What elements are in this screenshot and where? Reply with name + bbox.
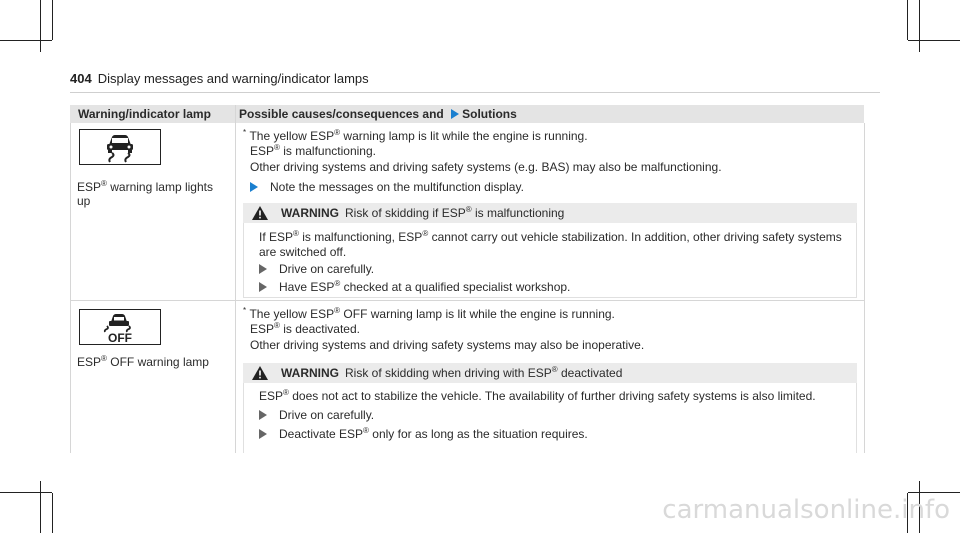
lamp-label-text: ESP bbox=[77, 180, 102, 194]
arrow-right-icon bbox=[259, 264, 267, 274]
warning-step-text: Deactivate ESP bbox=[279, 427, 364, 441]
crop-mark bbox=[40, 481, 41, 533]
crop-mark bbox=[919, 0, 920, 52]
cause-line bbox=[243, 129, 588, 144]
registered-mark: ® bbox=[283, 388, 289, 397]
lamp-label-text: ESP bbox=[77, 355, 102, 369]
crop-mark bbox=[52, 493, 53, 533]
lamp-label-esp-off bbox=[77, 355, 217, 369]
warning-risk: deactivated bbox=[557, 366, 623, 380]
warning-step bbox=[259, 280, 570, 295]
warning-triangle-icon bbox=[252, 206, 268, 220]
table-header bbox=[70, 105, 864, 123]
warning-header bbox=[243, 363, 857, 383]
cause-text: is deactivated. bbox=[279, 322, 360, 336]
lamp-label-text: up bbox=[77, 194, 91, 208]
warning-body-text: is malfunctioning, ESP bbox=[298, 230, 423, 244]
warning-title: WARNING bbox=[281, 366, 339, 380]
registered-mark: ® bbox=[334, 306, 341, 315]
registered-mark: ® bbox=[274, 143, 280, 152]
arrow-right-icon bbox=[259, 429, 267, 439]
lamp-label-text: OFF warning lamp bbox=[106, 355, 209, 369]
warning-title: WARNING bbox=[281, 206, 339, 220]
warning-header-text bbox=[281, 206, 564, 220]
warning-body-text: If ESP bbox=[259, 230, 294, 244]
lamp-icon-text: OFF bbox=[108, 331, 132, 343]
warning-body-line bbox=[259, 230, 842, 245]
registered-mark: ® bbox=[334, 279, 341, 288]
crop-mark bbox=[907, 0, 908, 40]
header-divider bbox=[70, 92, 880, 93]
warning-body-line: are switched off. bbox=[259, 245, 347, 259]
crop-mark bbox=[908, 492, 960, 493]
crop-mark bbox=[908, 40, 960, 41]
cause-text: warning lamp is lit while the engine is running. bbox=[340, 129, 588, 143]
esp-off-lamp-icon bbox=[79, 309, 161, 345]
crop-mark bbox=[40, 0, 41, 52]
warning-body-text: cannot carry out vehicle stabilization. In addition, other driving safety systems bbox=[428, 230, 842, 244]
warning-body-line bbox=[259, 389, 816, 404]
page-header bbox=[70, 71, 369, 86]
warning-risk: is malfunctioning bbox=[471, 206, 565, 220]
registered-mark: ® bbox=[422, 229, 429, 238]
warning-body-text: ESP bbox=[259, 389, 284, 403]
warning-step bbox=[259, 427, 588, 442]
warning-step-text: only for as long as the situation requires. bbox=[368, 427, 588, 441]
cause-text: The yellow ESP bbox=[249, 307, 335, 321]
warning-body-text: does not act to stabilize the vehicle. The availability of further driving safety systems is also limited. bbox=[288, 389, 816, 403]
cause-text: ESP bbox=[250, 322, 275, 336]
cause-line bbox=[243, 307, 615, 322]
registered-mark: ® bbox=[101, 179, 107, 188]
cause-line: Other driving systems and driving safety systems may also be inoperative. bbox=[250, 338, 645, 352]
watermark: carmanualsonline.info bbox=[662, 495, 950, 525]
arrow-right-icon bbox=[259, 282, 267, 292]
registered-mark: ® bbox=[551, 365, 558, 374]
cause-text: ESP bbox=[250, 144, 275, 158]
warning-step bbox=[259, 408, 374, 423]
page-number: 404 bbox=[70, 71, 92, 86]
solution-step bbox=[250, 180, 524, 195]
registered-mark: ® bbox=[363, 426, 369, 435]
asterisk-mark: * bbox=[243, 128, 247, 137]
column-divider bbox=[235, 105, 236, 453]
page-title: Display messages and warning/indicator lamps bbox=[97, 71, 369, 86]
warning-step bbox=[259, 262, 374, 277]
warning-step-text: Drive on carefully. bbox=[279, 408, 375, 422]
registered-mark: ® bbox=[101, 354, 107, 363]
table-border-right bbox=[864, 123, 865, 453]
cause-text: is malfunctioning. bbox=[279, 144, 376, 158]
warning-triangle-icon bbox=[252, 366, 268, 380]
column-header-causes bbox=[239, 107, 517, 121]
column-header-solutions: Solutions bbox=[462, 107, 517, 121]
warning-risk: Risk of skidding if ESP bbox=[345, 206, 466, 220]
registered-mark: ® bbox=[465, 205, 472, 214]
warning-step-text: checked at a qualified specialist workshop. bbox=[340, 280, 571, 294]
warning-header-text bbox=[281, 366, 622, 380]
warning-step-text: Have ESP bbox=[279, 280, 335, 294]
warning-risk: Risk of skidding when driving with ESP bbox=[345, 366, 552, 380]
cause-text: The yellow ESP bbox=[249, 129, 335, 143]
row-divider bbox=[70, 300, 865, 301]
crop-mark bbox=[0, 40, 52, 41]
asterisk-mark: * bbox=[243, 306, 247, 315]
registered-mark: ® bbox=[293, 229, 299, 238]
crop-mark bbox=[52, 0, 53, 40]
skidding-car-icon bbox=[100, 131, 140, 163]
lamp-label-text: warning lamp lights bbox=[106, 180, 213, 194]
registered-mark: ® bbox=[334, 128, 341, 137]
skidding-car-off-icon bbox=[97, 311, 143, 343]
solution-text: Note the messages on the multifunction display. bbox=[270, 180, 524, 194]
cause-line: Other driving systems and driving safety systems (e.g. BAS) may also be malfunctioning. bbox=[250, 160, 722, 174]
arrow-right-icon bbox=[259, 410, 267, 420]
warning-step-text: Drive on carefully. bbox=[279, 262, 375, 276]
crop-mark bbox=[0, 492, 52, 493]
column-header-lamp: Warning/indicator lamp bbox=[78, 107, 211, 121]
arrow-right-icon bbox=[250, 182, 258, 192]
warning-header bbox=[243, 203, 857, 223]
cause-line bbox=[250, 144, 376, 159]
table-border-left bbox=[70, 123, 71, 453]
arrow-right-icon bbox=[451, 109, 459, 119]
column-header-causes-label: Possible causes/consequences and bbox=[239, 107, 444, 121]
cause-text: OFF warning lamp is lit while the engine is running. bbox=[340, 307, 615, 321]
esp-lamp-icon bbox=[79, 129, 161, 165]
cause-line bbox=[250, 322, 360, 337]
registered-mark: ® bbox=[274, 321, 280, 330]
lamp-label-esp bbox=[77, 180, 217, 208]
